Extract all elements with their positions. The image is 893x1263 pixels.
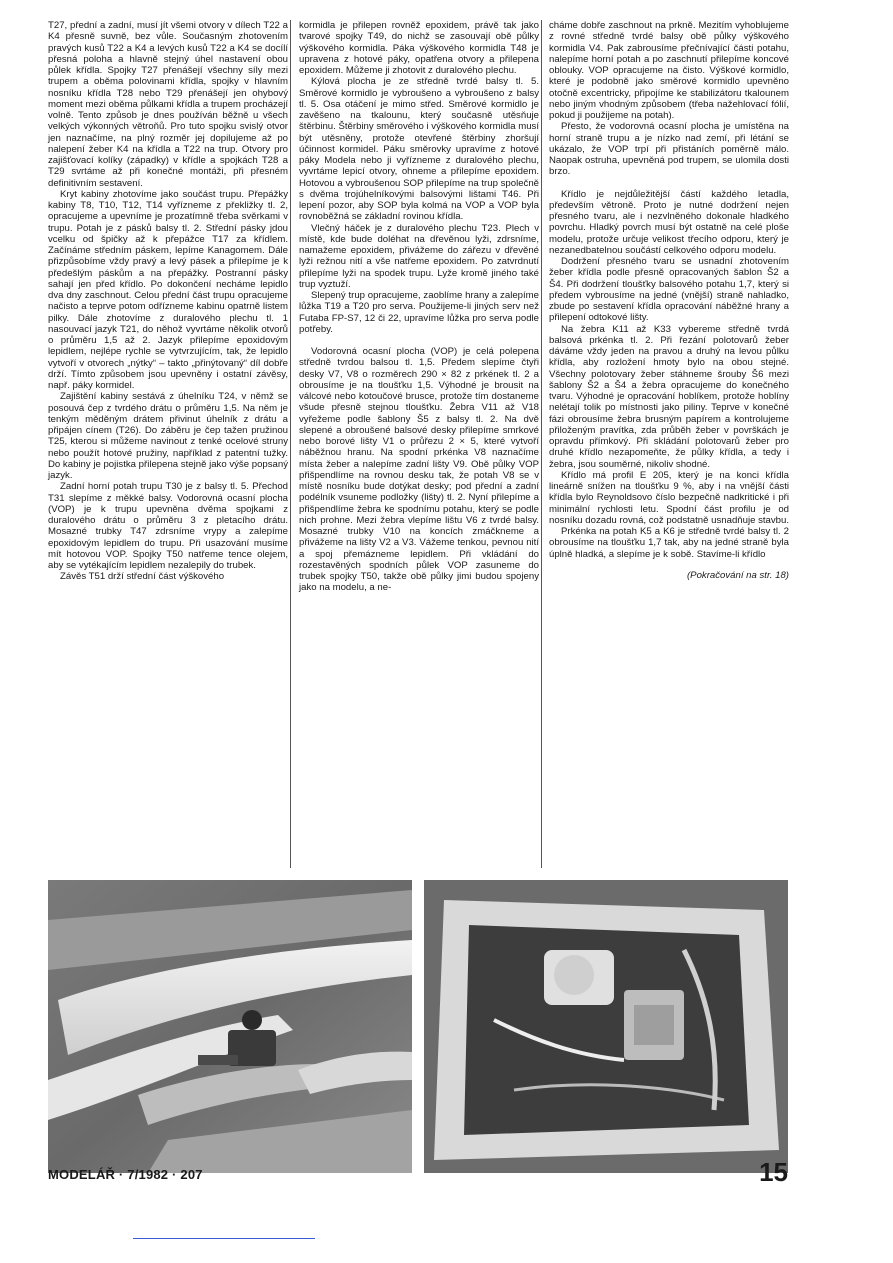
underline-link[interactable] <box>133 1238 315 1239</box>
paragraph: Kryt kabiny zhotovíme jako součást trupu. Přepážky kabiny T8, T10, T12, T14 vyřízneme z překližky tl. 2, opracujeme a upevníme je prozatímně třeba svěrkami v trupu. Potah je z pásků balsy tl. 2. Střední pásky jdou vcelku od špičky až k přepážce T17 za křídlem. Začínáme středním páskem, lepíme Kanagomem. Dále přizpůsobíme vždy pravý a levý pásek a přilepíme je k předešlým páskům a na přepážky. Postranní pásky sahají jen před křídlo. Po dokončení necháme lepidlo dva dny zaschnout. Celou přední část trupu opracujeme načisto a teprve potom odřízneme kabinu opatrně listem pilky. Dále zhotovíme z duralového plechu tl. 1 nasouvací jazyk T21, do něhož vyvrtáme několik otvorů o průměru 1,5 až 2. Jazyk přilepíme epoxidovým lepidlem, nejlépe rychle se vytvrzujícím, tak, že lepidlo vytvoří v otvorech „nýtky“ – takto „přinýtovaný“ díl dobře drží. Tímto způsobem jsou upevněny i ostatní závěsy, např. páky kormidel. <box>48 188 288 391</box>
continued-note: (Pokračování na str. 18) <box>686 569 789 581</box>
paragraph: kormidla je přilepen rovněž epoxidem, právě tak jako tvarové spojky T49, do nichž se zasouvají obě půlky výškového kormidla. Páka výškového kormidla T48 je upravena z hotové páky, opatřena otvory a přilepena epoxidem. Můžeme ji zhotovit z duralového plechu. <box>299 20 539 76</box>
paragraph: cháme dobře zaschnout na prkně. Mezitím vyhoblujeme z rovné středně tvrdé balsy obě půlky výškového kormidla V4. Pak zabrousíme přečnívající části potahu, nalepíme horní potah a po zaschnutí přilepíme koncové oblouky. VOP opracujeme na čisto. Výškové kormidlo, které je podobně jako směrové kormidlo upevněno otočně excentricky, připojíme ke stabilizátoru tkalounem nebo jiným vhodným způsobem (třeba nažehlovací fólií, pokud ji použijeme na potah). <box>549 20 789 121</box>
magazine-issue: MODELÁŘ · 7/1982 · 207 <box>48 1167 203 1182</box>
paragraph: Závěs T51 drží střední část výškového <box>60 571 225 583</box>
paragraph: Zadní horní potah trupu T30 je z balsy tl. 5. Přechod T31 slepíme z měkké balsy. Vodorovná ocasní plocha (VOP) je k trupu upevněna dvěma spojkami z duralového drátu o průměru 3 z pletacího drátu. Mosazné trubky T47 zdrsníme vrypy a zalepíme epoxidovým lepidlem do trupu. Při usazování musíme mít hotovou VOP. Spojky T50 natřeme tence olejem, aby se vytékajícím lepidlem nezalepily do trubek. <box>48 481 288 571</box>
paragraph: T27, přední a zadní, musí jít všemi otvory v dílech T22 a K4 přesně suvně, bez vůle. Současným zhotovením pravých kusů T22 a K4 a levých kusů T22 a K4 se docílí přesná poloha a hlavně stejný úhel nastavení obou půlek křídla. Spojky T27 přenášejí všechny síly mezi trupem a oběma polovinami křídla, spojky v hlavním nosníku křídla T28 nebo T29 přenášejí jen ohybový moment mezi oběma půlkami křídla a trupem procházejí volně. Tento způsob je dnes používán běžně u všech velkých výkonných větroňů. Pro tuto spojku svislý otvor jen naznačíme, na plný rozměr jej dopilujeme až po nalepení žeber K4 na křídla a T22 na trup. Otvory pro zajišťovací kolíky (západky) v křídle a spojkách T28 a T29 svrtáme až při konečné montáži, při přesném definitivním sestavení. <box>48 20 288 189</box>
photo-fuselage-nose <box>48 880 412 1173</box>
paragraph: Prkénka na potah K5 a K6 je středně tvrdé balsy tl. 2 obrousíme na tloušťku 1,7 tak, aby na jedné straně byla úplně hladká, a slepíme je k sobě. Stavíme-li křídlo <box>549 526 789 560</box>
paragraph: Přesto, že vodorovná ocasní plocha je umístěna na horní straně trupu a je nízko nad zemí, při létání se ukázalo, že VOP trpí při přistáních poměrně málo. Naopak ostruha, upevněná pod trupem, se ulomila dosti brzo. <box>549 121 789 178</box>
paragraph: Na žebra K11 až K33 vybereme středně tvrdá balsová prkénka tl. 2. Při řezání polotovarů žeber dáváme vždy jeden na pravou a druhý na levou půlku křídla, aby rozložení hmoty bylo na obou stejné. Všechny polotovary žeber stáhneme šrouby Š6 mezi šablony Š2 a Š4 a žebra opracujeme do konečného tvaru. Výhodné je opracování hoblíkem, protože hoblíny nelétají tolik po místnosti jako piliny. Teprve v konečné fázi obrousíme žebra brusným papírem a kontrolujeme přiloženým pravítka, zda průběh žeber v površkách je opravdu přímkový. Při skládání polotovarů žeber pro druhé křídlo nezapomeňte, že půlky křídla, a tedy i žebra, jsou souměrné, nikoliv shodné. <box>549 323 789 470</box>
paragraph: Dodržení přesného tvaru se usnadní zhotovením žeber křídla podle přesně opracovaných šablon Š2 a Š4. Při dodržení tloušťky balsového potahu 1,7, který si předem vybrousíme na jedné (vnější) straně nahladko, zbude po sestavení křídla opracování náběžné hrany a přilepení odtokové lišty. <box>549 256 789 324</box>
paragraph: Vlečný háček je z duralového plechu T23. Plech v místě, kde bude doléhat na dřevěnou lyži, zdrsníme, namažeme epoxidem, přivážeme do zářezu v dřevěné lyži režnou nití a vše natřeme epoxidem. Po zatvrdnutí přilepíme lyži na spodek trupu. Lyže kromě jiného také trup vyztuží. <box>299 222 539 290</box>
page-footer <box>48 1157 788 1197</box>
text-column-2 <box>299 20 539 594</box>
text-column-3 <box>549 20 789 581</box>
paragraph: Zajištění kabiny sestává z úhelníku T24, v němž se posouvá čep z tvrdého drátu o průměru 1,5. Na něm je tenkým měděným drátem přivinut úhelník z drátu a připájen cínem (T26). Do záběru je čep tažen pružinou T25, kterou si můžeme navinout z tenké ocelové struny nebo použít hotové pružiny, například z patentní tužky. Do kabiny je pojistka přilepena stejně jako výše popsaný jazyk. <box>48 391 288 481</box>
column-divider <box>290 20 291 868</box>
paragraph: Vodorovná ocasní plocha (VOP) je celá polepena středně tvrdou balsou tl. 1,5. Předem slepíme čtyři desky V7, V8 o rozměrech 290 × 82 z prkének tl. 2 a obrousíme je na tloušťku 1,5. Výhodné je brousit na válcové nebo kotoučové brusce, protože tím dostaneme všude přesně stejnou tloušťku. Žebra V11 až V18 vyřežeme podle šablony Š5 z balsy tl. 2. Na dvě slepené a obroušené balsové desky přilepíme smrkové nebo borové lišty V1 o průřezu 2 × 5, které vytvoří náběžnou hranu. Na spodní prkénka V8 naznačíme místa žeber a nalepíme zadní lišty V9. Obě půlky VOP přišpendlíme na rovnou desku tak, že potah V8 se v místě nosníku bude dotýkat desky; pod přední a zadní podélník vsuneme podložky (lišty) tl. 2. Nyní přilepíme a přišpendlíme žebra ke spodnímu potahu, který se podle nich prohne. Mezi žebra vlepíme lištu V6 z tvrdé balsy. Mosazné trubky V10 na koncích zmáčkneme a přivážeme na lišty V2 a V3. Vážeme tenkou, pevnou nití a spoj přemázneme lepidlem. Při vkládání do rozestavěných spodních půlek VOP zasuneme do trubek spojky T50, takže obě půlky jimi budou spojeny jako na modelu, a ne- <box>299 346 539 594</box>
column-divider <box>541 20 542 868</box>
paragraph: Křídlo má profil E 205, který je na konci křídla lineárně snížen na tloušťku 9 %, aby i na vnější části křídla bylo Reynoldsovo číslo bezpečně nadkritické i při minimální rychlosti letu. Spodní část profilu je od nosníku dozadu rovná, což podstatně usnadňuje stavbu. <box>549 469 790 526</box>
paragraph: Slepený trup opracujeme, zaoblíme hrany a zalepíme lůžka T19 a T20 pro serva. Použijeme-li jiných serv než Futaba FP-S7, 12 či 22, upravíme lůžka pro serva podle potřeby. <box>299 290 539 335</box>
text-column-1 <box>48 20 288 583</box>
photo-cockpit-interior <box>424 880 788 1173</box>
page-number: 15 <box>759 1157 788 1187</box>
paragraph: Křídlo je nejdůležitější částí každého letadla, především větroně. Proto je nutné dodržení nejen přesného tvaru, ale i nezvlněného dokonale hladkého povrchu. Hladký povrch musí být ostatně na celé ploše modelu, protože určuje velikost třecího odporu, který je nezanedbatelnou součástí celkového odporu modelu. <box>549 188 789 256</box>
paragraph: Kýlová plocha je ze středně tvrdé balsy tl. 5. Směrové kormidlo je vybroušeno a vybroušeno z balsy tl. 5. Osa otáčení je mimo střed. Směrové kormidlo je zavěšeno na tkalounu, který současně utěsňuje štěrbinu. Štěrbiny směrového i výškového kormidla musí být utěsněny, protože otevřené štěrbiny zhoršují účinnost kormidel. Páku směrovky upravíme z hotové páky Modela nebo ji vyřízneme z duralového plechu, vyvrtáme lepicí otvory, ohneme a přilepíme epoxidem. Hotovou a vybroušenou SOP přilepíme na trup společně s dvěma trojúhelníkovými balsovými lištami T46. Při lepení pozor, aby SOP byla kolmá na VOP a VOP byla rovnoběžná se základní rovinou křídla. <box>299 76 539 223</box>
